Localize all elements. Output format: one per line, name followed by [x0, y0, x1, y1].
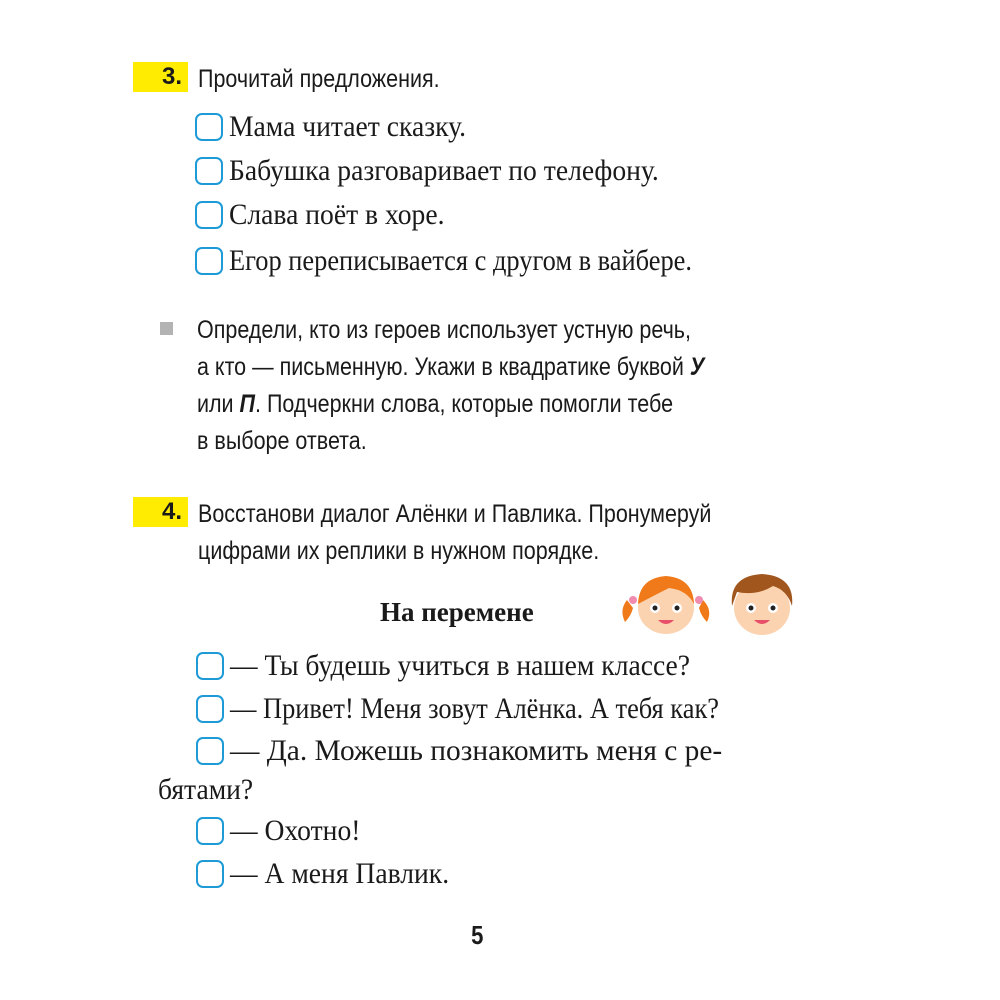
task-3-header — [133, 62, 479, 97]
task-number-badge: 3. — [133, 62, 188, 92]
square-bullet-icon — [160, 322, 173, 335]
reply-continuation — [158, 773, 261, 807]
sentence-row — [195, 198, 463, 232]
reply-row — [196, 857, 468, 891]
instruction-line: цифрами их реплики в нужном порядке. — [198, 537, 600, 565]
reply-text: — Привет! Меня зовут Алёнка. А тебя как? — [230, 692, 720, 725]
note-line — [197, 349, 799, 386]
reply-text: — Охотно! — [230, 814, 361, 847]
answer-checkbox[interactable] — [195, 247, 223, 275]
note-text: . Подчеркни слова, которые помогли тебе — [255, 390, 674, 418]
order-number-box[interactable] — [196, 737, 224, 765]
reply-text: — А меня Павлик. — [230, 857, 450, 890]
task-instruction — [198, 497, 795, 569]
page-number: 5 — [471, 920, 484, 950]
girl-face-icon — [622, 576, 709, 634]
note-line: Определи, кто из героев использует устную речь, — [197, 316, 691, 344]
sentence-row — [195, 110, 487, 144]
reply-row — [196, 734, 732, 768]
note-text: или — [197, 390, 240, 418]
sentence-text: Слава поёт в хоре. — [229, 198, 445, 231]
note-text: а кто — письменную. Укажи в квадратике буквой — [197, 353, 690, 381]
reply-text: — Ты будешь учиться в нашем классе? — [230, 649, 691, 682]
task-number-badge: 4. — [133, 497, 188, 527]
answer-checkbox[interactable] — [195, 113, 223, 141]
note-line: в выборе ответа. — [197, 427, 367, 455]
reply-text: — Да. Можешь познакомить меня с ре- — [230, 734, 723, 767]
order-number-box[interactable] — [196, 817, 224, 845]
sentence-text: Мама читает сказку. — [229, 110, 467, 143]
reply-row — [196, 692, 786, 726]
letter-u: У — [689, 353, 705, 381]
reply-text: бятами? — [158, 773, 254, 806]
order-number-box[interactable] — [196, 652, 224, 680]
task-3-note — [197, 312, 799, 460]
reply-row — [196, 649, 730, 683]
task-instruction: Прочитай предложения. — [198, 65, 440, 93]
answer-checkbox[interactable] — [195, 201, 223, 229]
sentence-row — [195, 154, 696, 188]
note-line — [197, 386, 799, 423]
dialog-title: На перемене — [380, 597, 534, 627]
order-number-box[interactable] — [196, 860, 224, 888]
boy-face-icon — [732, 574, 793, 635]
sentence-text: Бабушка разговаривает по телефону. — [229, 154, 659, 187]
reply-row — [196, 814, 372, 848]
instruction-line: Восстанови диалог Алёнки и Павлика. Пронумеруй — [198, 500, 712, 528]
sentence-text: Егор переписывается с другом в вайбере. — [229, 244, 692, 277]
letter-p: П — [239, 390, 256, 418]
girl-and-boy-faces-icon — [617, 570, 807, 640]
answer-checkbox[interactable] — [195, 157, 223, 185]
task-4-header — [133, 497, 795, 569]
order-number-box[interactable] — [196, 695, 224, 723]
sentence-row — [195, 244, 755, 278]
